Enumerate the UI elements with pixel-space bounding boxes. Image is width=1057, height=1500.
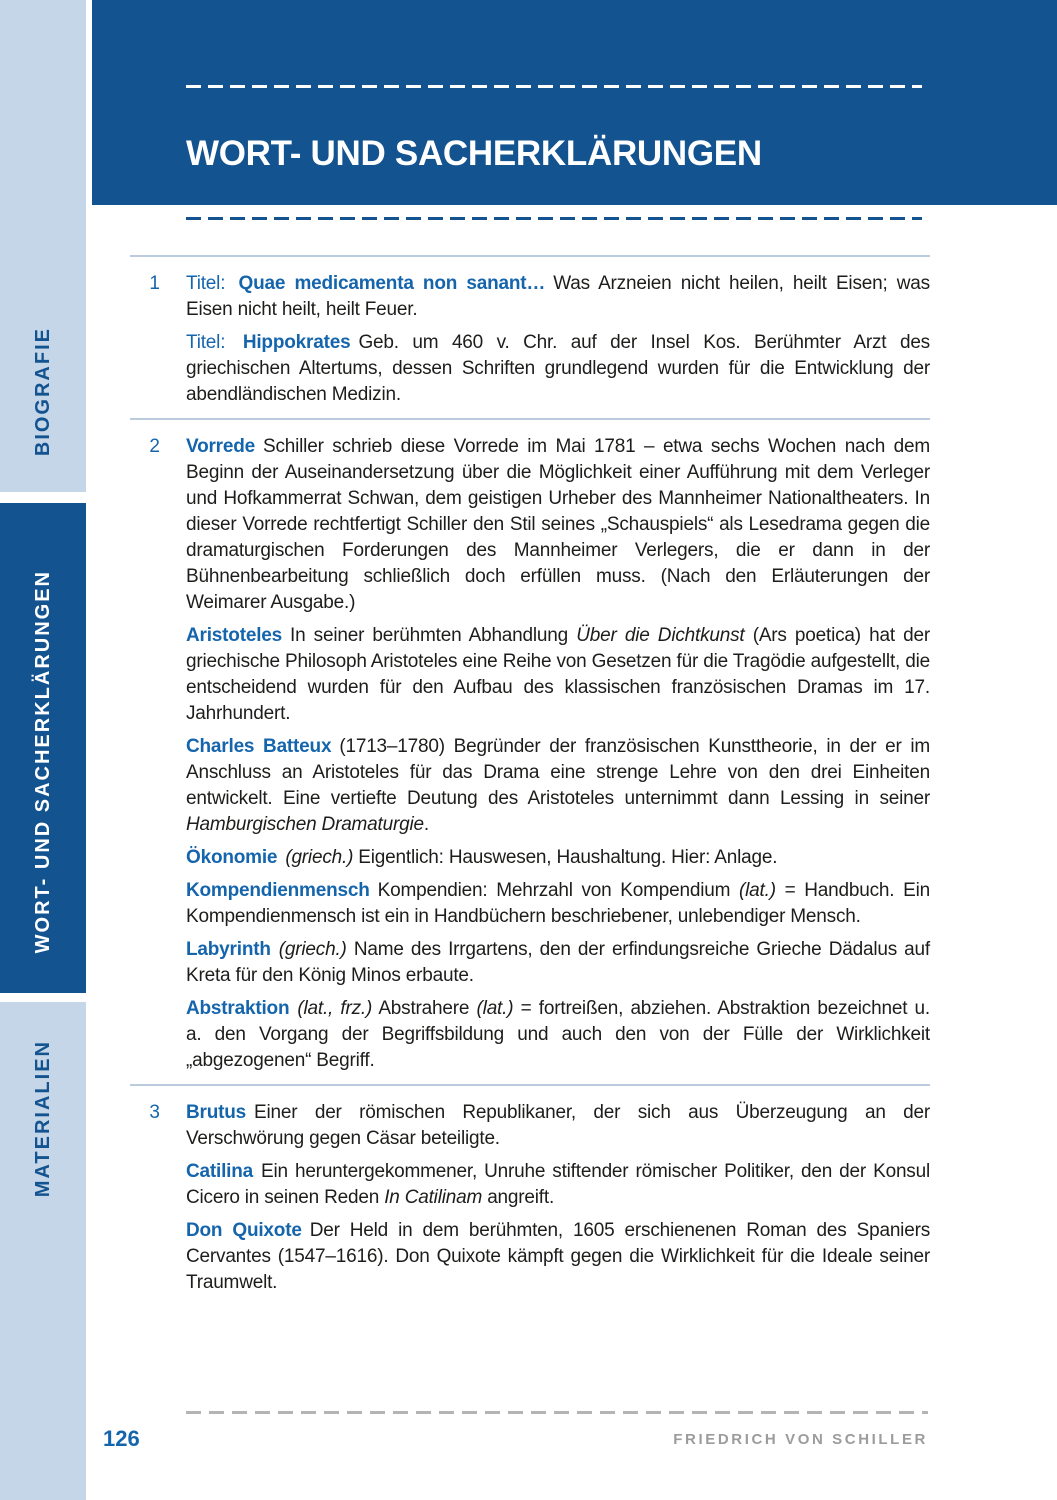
glossary-paragraph xyxy=(186,1159,930,1211)
text-run-term: Abstraktion xyxy=(186,998,290,1019)
text-run-italic: Über die Dichtkunst xyxy=(576,625,745,646)
book-author-imprint: FRIEDRICH VON SCHILLER xyxy=(673,1431,928,1448)
glossary-paragraph xyxy=(186,434,930,616)
glossary-paragraph xyxy=(186,330,930,408)
page-title: WORT- UND SACHERKLÄRUNGEN xyxy=(186,134,762,173)
glossary-paragraph xyxy=(186,878,930,930)
text-run-italic: Hamburgischen Dramaturgie xyxy=(186,814,424,835)
text-run-italic: (lat.) xyxy=(739,880,776,901)
text-run-text: Was Arzneien nicht heilen, heilt Eisen; was Eisen nicht heilt, heilt Feuer. xyxy=(186,273,930,320)
sidebar-tab-biografie xyxy=(0,0,86,492)
text-run-text: Name des Irrgartens, den der erfindungsreiche Grieche Dädalus auf Kreta für den König Minos erbaute. xyxy=(186,939,930,986)
text-run-italic: (griech.) xyxy=(285,847,354,868)
glossary-paragraph xyxy=(186,996,930,1074)
glossary-paragraph xyxy=(186,1100,930,1152)
entry-body xyxy=(186,1100,930,1296)
text-run-text: angreift. xyxy=(482,1187,555,1208)
entry-number: 1 xyxy=(149,273,160,294)
dashed-divider xyxy=(186,1411,928,1414)
text-run-italic: (lat., frz.) xyxy=(297,998,373,1019)
text-run-text: Abstrahere xyxy=(372,998,477,1019)
text-run-term: Catilina xyxy=(186,1161,254,1182)
text-run-term: Vorrede xyxy=(186,436,255,457)
text-run-label: Titel: xyxy=(186,273,235,294)
text-run-term: Kompendienmensch xyxy=(186,880,370,901)
dashed-divider xyxy=(186,217,922,220)
glossary-paragraph xyxy=(186,623,930,727)
text-run-text: . xyxy=(423,814,429,835)
chapter-header-band xyxy=(92,0,1057,205)
glossary-paragraph xyxy=(186,937,930,989)
text-run-italic: (griech.) xyxy=(278,939,347,960)
glossary-paragraph xyxy=(186,271,930,323)
glossary-entry xyxy=(130,418,930,1084)
entry-body xyxy=(186,271,930,408)
text-run-italic: (lat.) xyxy=(476,998,514,1019)
entry-number: 2 xyxy=(149,436,160,457)
text-run-term: Hippokrates xyxy=(242,332,351,353)
text-run-term: Labyrinth xyxy=(186,939,271,960)
text-run-text: (Ars poetica) hat der griechische Philosoph Aristoteles eine Reihe von Gesetzen für die Tragödie aufgestellt, die entscheidend wurden für den Aufbau des klassischen französischen Dramas im 17. Jahrhundert. xyxy=(186,625,931,724)
text-run-term: Aristoteles xyxy=(186,625,283,646)
entry-body xyxy=(186,434,930,1074)
text-run-text: Geb. um 460 v. Chr. auf der Insel Kos. Berühmter Arzt des griechischen Altertums, dessen Schriften grundlegend wurden für die Entwicklung der abendländischen Medizin. xyxy=(186,332,930,405)
sidebar-tab-materialien xyxy=(0,1002,86,1500)
text-run-text: = fortreißen, abziehen. Abstraktion bezeichnet u. a. den Vorgang der Begriffsbildung und auch den von der Fülle der Wirklichkeit „abgezogenen“ Begriff. xyxy=(186,998,930,1071)
sidebar-tab-label: BIOGRAFIE xyxy=(31,326,54,456)
text-run-text: Ein heruntergekommener, Unruhe stiftender römischer Politiker, den der Konsul Cicero in seinen Reden xyxy=(186,1161,930,1208)
page-number: 126 xyxy=(103,1426,140,1451)
text-run-text: Einer der römischen Republikaner, der sich aus Überzeugung an der Verschwörung gegen Cäsar beteiligte. xyxy=(186,1102,930,1149)
text-run-term: Ökonomie xyxy=(186,847,278,868)
dashed-divider xyxy=(186,85,922,88)
text-run-italic: In Catilinam xyxy=(384,1187,483,1208)
sidebar-tab-label: WORT- UND SACHERKLÄRUNGEN xyxy=(31,570,54,954)
glossary-entries xyxy=(130,255,930,1306)
text-run-text: Schiller schrieb diese Vorrede im Mai 1781 – etwa sechs Wochen nach dem Beginn der Auseinandersetzung über die Möglichkeit einer Aufführung mit dem Verleger und Hofkammerrat Schwan, dem geistigen Urheber des Mannheimer Nationaltheaters. In dieser Vorrede rechtfertigt Schiller den Stil seines „Schauspiels“ als Lesedrama gegen die dramaturgischen Forderungen des Mannheimer Verlegers, die er dann in der Bühnenbearbeitung schließlich doch erfüllen muss. (Nach den Erläuterungen der Weimarer Ausgabe.) xyxy=(186,436,930,613)
glossary-entry xyxy=(130,255,930,418)
text-run-text: (1713–1780) Begründer der französischen Kunsttheorie, in der er im Anschluss an Aristoteles für das Drama eine strenge Lehre von den drei Einheiten entwickelt. Eine vertiefte Deutung des Aristoteles unternimmt dann Lessing in seiner xyxy=(186,736,930,809)
text-run-text: Der Held in dem berühmten, 1605 erschienenen Roman des Spaniers Cervantes (1547–1616). Don Quixote kämpft gegen die Wirklichkeit für die Ideale seiner Traumwelt. xyxy=(186,1220,930,1293)
text-run-text: Eigentlich: Hauswesen, Haushaltung. Hier: Anlage. xyxy=(353,847,778,868)
text-run-term: Don Quixote xyxy=(186,1220,302,1241)
text-run-term: Quae medicamenta non sanant… xyxy=(238,273,546,294)
text-run-term: Brutus xyxy=(186,1102,247,1123)
glossary-paragraph xyxy=(186,1218,930,1296)
text-run-term: Charles Batteux xyxy=(186,736,332,757)
sidebar-tab-label: MATERIALIEN xyxy=(31,1040,54,1198)
glossary-paragraph xyxy=(186,845,930,871)
glossary-entry xyxy=(130,1084,930,1306)
glossary-paragraph xyxy=(186,734,930,838)
sidebar-tab-wort-und-sacherklaerungen xyxy=(0,503,86,993)
text-run-text: Kompendien: Mehrzahl von Kompendium xyxy=(377,880,740,901)
entry-number: 3 xyxy=(149,1102,160,1123)
text-run-label: Titel: xyxy=(186,332,239,353)
text-run-text: In seiner berühmten Abhandlung xyxy=(290,625,577,646)
text-run-text: = Handbuch. Ein Kompendienmensch ist ein in Handbüchern beschriebener, unlebendiger Mensch. xyxy=(186,880,930,927)
